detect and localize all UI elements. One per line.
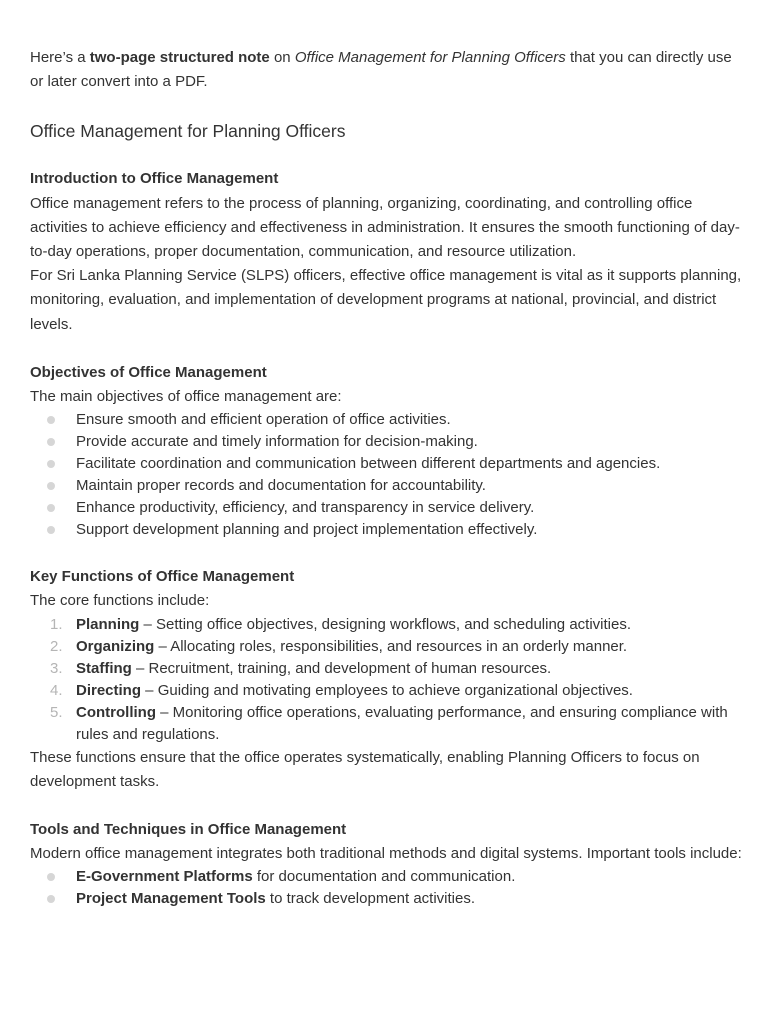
- intro-middle: on: [269, 49, 295, 66]
- bullet-icon: [47, 895, 55, 903]
- functions-list: [30, 614, 742, 746]
- paragraph: For Sri Lanka Planning Service (SLPS) officers, effective office management is vital as it supports planning, monitoring, evaluation, and implementation of development programs at national, provincial, and district levels.: [30, 267, 742, 333]
- list-number: 5.: [50, 703, 63, 721]
- list-item-text: Facilitate coordination and communication between different departments and agencies.: [76, 455, 661, 473]
- tool-term: Project Management Tools: [76, 890, 266, 908]
- list-item-text: Maintain proper records and documentation for accountability.: [76, 477, 486, 495]
- list-item: [30, 431, 742, 453]
- list-item: [30, 680, 742, 702]
- function-term: Staffing: [76, 659, 132, 677]
- bullet-icon: [47, 482, 55, 490]
- list-number: 4.: [50, 681, 63, 699]
- tool-term: E-Government Platforms: [76, 868, 253, 886]
- lead-text: Modern office management integrates both traditional methods and digital systems. Important tools include:: [30, 845, 742, 863]
- list-item: [30, 614, 742, 636]
- section-functions: [30, 565, 742, 794]
- list-item-text: Ensure smooth and efficient operation of office activities.: [76, 411, 451, 429]
- function-desc: – Setting office objectives, designing workflows, and scheduling activities.: [139, 615, 632, 633]
- function-term: Controlling: [76, 703, 156, 721]
- tools-list: [30, 866, 742, 910]
- intro-text: [30, 46, 742, 94]
- list-number: 2.: [50, 637, 63, 655]
- section-heading: Tools and Techniques in Office Management: [30, 821, 347, 839]
- list-item: [30, 866, 742, 888]
- tool-desc: to track development activities.: [265, 890, 476, 908]
- bullet-icon: [47, 504, 55, 512]
- list-item-text: Support development planning and project implementation effectively.: [76, 521, 538, 539]
- intro-prefix: Here’s a: [30, 49, 90, 66]
- section-heading: Key Functions of Office Management: [30, 568, 295, 586]
- section-tools: [30, 818, 742, 910]
- section-heading: Objectives of Office Management: [30, 363, 267, 381]
- intro-italic: Office Management for Planning Officers: [294, 49, 566, 66]
- paragraph: Office management refers to the process of planning, organizing, coordinating, and controlling office activities to achieve efficiency and effectiveness in administration. It ensures the smooth functioning of day-to-day operations, proper documentation, communication, and resource utilization.: [30, 194, 740, 261]
- function-term: Planning: [76, 615, 140, 633]
- list-item: [30, 636, 742, 658]
- list-item: [30, 658, 742, 680]
- function-term: Directing: [76, 681, 142, 699]
- function-desc: – Allocating roles, responsibilities, and resources in an orderly manner.: [154, 637, 628, 655]
- section-introduction: [30, 167, 742, 336]
- objectives-list: [30, 409, 742, 541]
- list-item: [30, 519, 742, 541]
- lead-text: The core functions include:: [30, 592, 210, 610]
- function-term: Organizing: [76, 637, 155, 655]
- section-objectives: [30, 361, 742, 541]
- list-number: 3.: [50, 659, 63, 677]
- list-item-text: Provide accurate and timely information for decision-making.: [76, 433, 478, 451]
- lead-text: The main objectives of office management are:: [30, 388, 342, 406]
- list-number: 1.: [50, 615, 63, 633]
- intro-bold: two-page structured note: [89, 49, 270, 66]
- intro-suffix: that you can directly use or later convert into a PDF.: [30, 49, 732, 91]
- function-desc: – Recruitment, training, and development of human resources.: [131, 659, 552, 677]
- function-desc: – Monitoring office operations, evaluating performance, and ensuring compliance with rules and regulations.: [76, 703, 728, 743]
- section-heading: Introduction to Office Management: [30, 170, 279, 188]
- closing-text: These functions ensure that the office operates systematically, enabling Planning Officers to focus on development tasks.: [30, 748, 700, 790]
- list-item: [30, 497, 742, 519]
- list-item-text: Enhance productivity, efficiency, and transparency in service delivery.: [76, 499, 535, 517]
- bullet-icon: [47, 460, 55, 468]
- list-item: [30, 702, 742, 746]
- list-item: [30, 409, 742, 431]
- bullet-icon: [47, 438, 55, 446]
- function-desc: – Guiding and motivating employees to achieve organizational objectives.: [141, 681, 633, 699]
- tool-desc: for documentation and communication.: [252, 868, 516, 886]
- list-item: [30, 453, 742, 475]
- document-title: Office Management for Planning Officers: [30, 121, 346, 142]
- list-item: [30, 888, 742, 910]
- list-item: [30, 475, 742, 497]
- bullet-icon: [47, 526, 55, 534]
- bullet-icon: [47, 416, 55, 424]
- bullet-icon: [47, 873, 55, 881]
